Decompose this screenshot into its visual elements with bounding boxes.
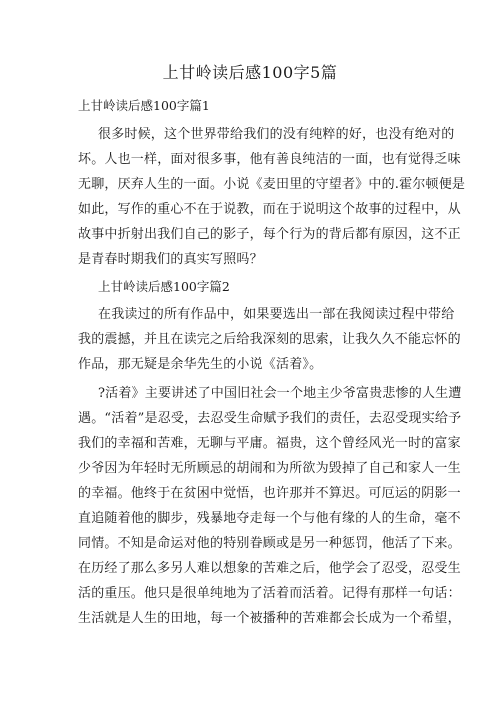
paragraph-line: 遇。“活着”是忍受，去忍受生命赋予我们的责任，去忍受现实给予	[78, 411, 462, 426]
paragraph-line: 很多时候，这个世界带给我们的没有纯粹的好，也没有绝对的	[98, 127, 455, 142]
paragraph-line: 在历经了那么多另人难以想象的苦难之后，他学会了忍受，忍受生	[78, 561, 461, 576]
paragraph-line: 的幸福。他终于在贫困中觉悟，也许那并不算迟。可厄运的阴影一	[78, 486, 461, 501]
paragraph-line: 如此，写作的重心不在于说教，而在于说明这个故事的过程中，从	[78, 202, 461, 217]
paragraph-line: 故事中折射出我们自己的影子，每个行为的背后都有原因，这不正	[78, 227, 461, 242]
paragraph-line: 坏。人也一样，面对很多事，他有善良纯洁的一面，也有觉得乏味	[78, 152, 461, 167]
paragraph-line: 我们的幸福和苦难，无聊与平庸。福贵，这个曾经风光一时的富家	[78, 436, 461, 451]
paragraph-line: 活的重压。他只是很单纯地为了活着而活着。记得有那样一句话：	[78, 586, 461, 601]
section-heading: 上甘岭读后感100字篇2	[98, 279, 230, 294]
paragraph-line: 是青春时期我们的真实写照吗？	[78, 252, 263, 267]
paragraph-line: 少爷因为年轻时无所顾忌的胡闹和为所欲为毁掉了自己和家人一生	[78, 461, 461, 476]
section-heading: 上甘岭读后感100字篇1	[78, 98, 210, 113]
paragraph-line: 我的震撼，并且在读完之后给我深刻的思索，让我久久不能忘怀的	[78, 332, 461, 347]
paragraph-line: 生活就是人生的田地，每一个被播种的苦难都会长成为一个希望，	[78, 611, 461, 626]
document-title: 上甘岭读后感100字5篇	[162, 63, 338, 82]
paragraph-line: 作品，那无疑是余华先生的小说《活着》。	[78, 357, 323, 372]
paragraph-line: ?活着》主要讲述了中国旧社会一个地主少爷富贵悲惨的人生遭	[98, 386, 462, 401]
paragraph-line: 直追随着他的脚步，残暴地夺走每一个与他有缘的人的生命，毫不	[78, 511, 461, 526]
paragraph-line: 无聊，厌弃人生的一面。小说《麦田里的守望者》中的.霍尔顿便是	[78, 177, 466, 192]
paragraph-line: 在我读过的所有作品中，如果要选出一部在我阅读过程中带给	[98, 307, 455, 322]
paragraph-line: 同情。不知是命运对他的特别眷顾或是另一种惩罚，他活了下来。	[78, 536, 461, 551]
